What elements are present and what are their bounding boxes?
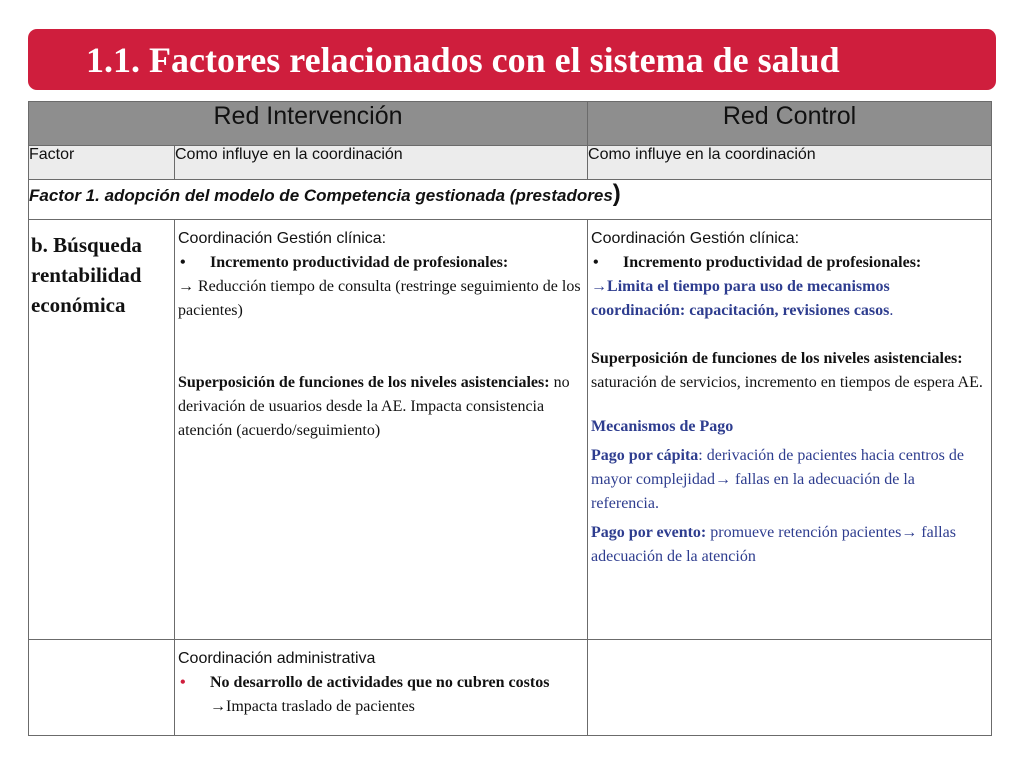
control-superposicion: Superposición de funciones de los niveles asistenciales: saturación de servicios, incremento en tiempos de espera AE. — [591, 350, 983, 391]
row-administrativa-label — [29, 640, 175, 736]
row-busqueda-label: b. Búsqueda rentabilidad económica — [29, 220, 175, 640]
cell-control-gestion — [588, 220, 992, 640]
factor-row — [29, 180, 992, 220]
row-busqueda — [29, 220, 992, 640]
factors-table — [28, 101, 992, 736]
header-influye-control: Como influye en la coordinación — [588, 146, 992, 180]
header-red-control: Red Control — [588, 102, 992, 146]
admin-bullet: • No desarrollo de actividades que no cubren costos →Impacta traslado de pacientes — [178, 671, 581, 719]
control-mecanismos-heading: Mecanismos de Pago — [591, 418, 734, 435]
arrow-right-icon: → — [210, 698, 226, 715]
bullet-dot-icon: • — [593, 254, 599, 271]
control-pago-evento: Pago por evento: promueve retención pacientes→ fallas adecuación de la atención — [591, 524, 956, 565]
intervencion-superposicion: Superposición de funciones de los niveles asistenciales: no derivación de usuarios desde la AE. Impacta consistencia atención (acuerdo/seguimiento) — [178, 374, 570, 439]
cell-control-administrativa — [588, 640, 992, 736]
bullet-dot-icon: • — [180, 254, 186, 271]
factor-1-cell — [29, 180, 992, 220]
factor-1-text: Factor 1. adopción del modelo de Competencia gestionada (prestadores — [29, 186, 613, 205]
header-row-columns — [29, 146, 992, 180]
cell-intervencion-gestion — [175, 220, 588, 640]
header-row-networks — [29, 102, 992, 146]
intervencion-heading: Coordinación Gestión clínica: — [178, 230, 387, 247]
intervencion-bullet: • Incremento productividad de profesionales: — [178, 251, 581, 275]
arrow-right-icon: → — [901, 524, 918, 541]
arrow-right-icon: → — [714, 471, 731, 488]
arrow-right-icon: → — [591, 278, 608, 295]
title-bar — [28, 29, 996, 90]
page-title: 1.1. Factores relacionados con el sistema de salud — [86, 40, 840, 80]
admin-heading: Coordinación administrativa — [178, 650, 376, 667]
control-heading: Coordinación Gestión clínica: — [591, 230, 800, 247]
cell-intervencion-administrativa — [175, 640, 588, 736]
header-red-intervencion: Red Intervención — [29, 102, 588, 146]
header-factor: Factor — [29, 146, 175, 180]
intervencion-reduccion: → Reducción tiempo de consulta (restringe seguimiento de los pacientes) — [178, 278, 581, 319]
row-administrativa — [29, 640, 992, 736]
factor-1-paren: ) — [612, 180, 621, 207]
arrow-right-icon: → — [178, 278, 194, 295]
bullet-dot-icon: • — [180, 674, 186, 691]
header-influye-intervencion: Como influye en la coordinación — [175, 146, 588, 180]
control-bullet: • Incremento productividad de profesionales: — [591, 251, 985, 275]
control-pago-capita: Pago por cápita: derivación de pacientes hacia centros de mayor complejidad→ fallas en la adecuación de la referencia. — [591, 447, 964, 512]
control-limita: →Limita el tiempo para uso de mecanismos coordinación: capacitación, revisiones casos. — [591, 278, 894, 319]
